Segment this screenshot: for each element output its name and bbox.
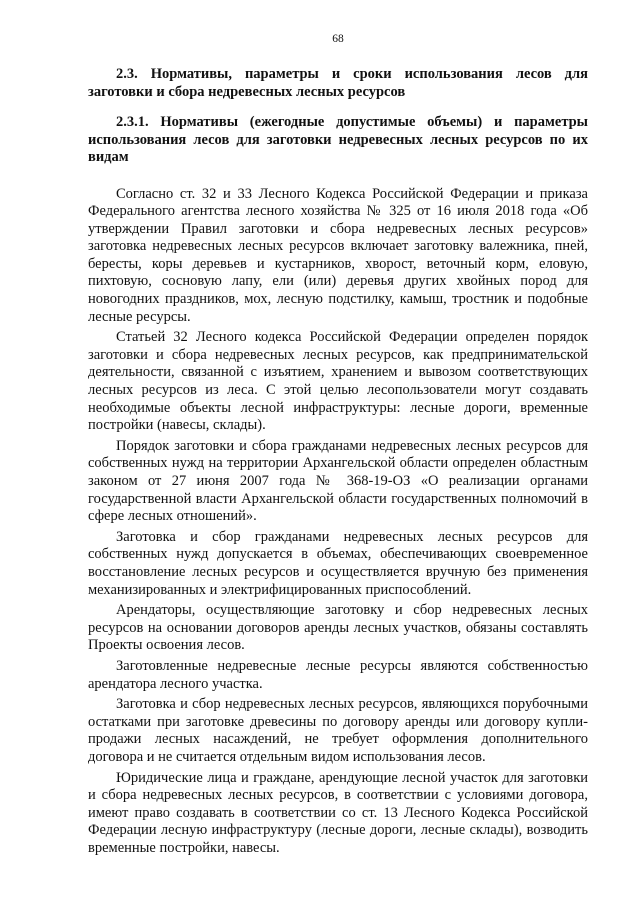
paragraph: Заготовка и сбор недревесных лесных ресурсов, являющихся порубочными остатками при заготовке древесины по договору аренды или договору купли-продажи лесных насаждений, не требует оформления дополнительного договора и не считается отдельным видом использования лесов. [88,696,588,765]
paragraph: Заготовка и сбор гражданами недревесных лесных ресурсов для собственных нужд допускается в объемах, обеспечивающих своевременное восстановление лесных ресурсов и осуществляется вручную без применения механизированных и электрифицированных приспособлений. [88,528,588,598]
paragraph: Юридические лица и граждане, арендующие лесной участок для заготовки и сбора недревесных лесных ресурсов, в соответствии с условиями договора, имеют право создавать в соответствии со ст. 13 Лесного Кодекса Российской Федерации лесную инфраструктуру (лесные дороги, лесные склады), возводить временные постройки, навесы. [88,769,588,856]
body-text [88,186,588,858]
paragraph: Порядок заготовки и сбора гражданами недревесных лесных ресурсов для собственных нужд на территории Архангельской области определен областным законом от 27 июня 2007 года № 368-19-ОЗ «О реализации органами государственной власти Архангельской области государственных полномочий в сфере лесных отношений». [88,437,588,525]
page-number: 68 [332,33,344,45]
paragraph: Заготовленные недревесные лесные ресурсы являются собственностью арендатора лесного участка. [88,657,588,692]
paragraph: Арендаторы, осуществляющие заготовку и сбор недревесных лесных ресурсов на основании договоров аренды лесных участков, обязаны составлять Проекты освоения лесов. [88,602,588,654]
section-heading: 2.3. Нормативы, параметры и сроки использования лесов для заготовки и сбора недревесных лесных ресурсов [88,66,588,100]
paragraph: Статьей 32 Лесного кодекса Российской Федерации определен порядок заготовки и сбора недревесных лесных ресурсов, как предпринимательской деятельности, связанной с изъятием, хранением и вывозом соответствующих лесных ресурсов из леса. С этой целью лесопользователи могут создавать необходимые объекты лесной инфраструктуры: лесные дороги, временные постройки (навесы, склады). [88,329,588,434]
subsection-heading: 2.3.1. Нормативы (ежегодные допустимые объемы) и параметры использования лесов для заготовки недревесных лесных ресурсов по их видам [88,114,588,165]
paragraph: Согласно ст. 32 и 33 Лесного Кодекса Российской Федерации и приказа Федерального агентства лесного хозяйства № 325 от 16 июля 2018 года «Об утверждении Правил заготовки и сбора недревесных лесных ресурсов» заготовка недревесных лесных ресурсов включает заготовку валежника, пней, бересты, коры деревьев и кустарников, хворост, веточный корм, еловую, пихтовую, сосновую лапу, ели (или) деревья других хвойных пород для новогодних праздников, мох, лесную подстилку, камыш, тростник и подобные лесные ресурсы. [88,185,588,325]
